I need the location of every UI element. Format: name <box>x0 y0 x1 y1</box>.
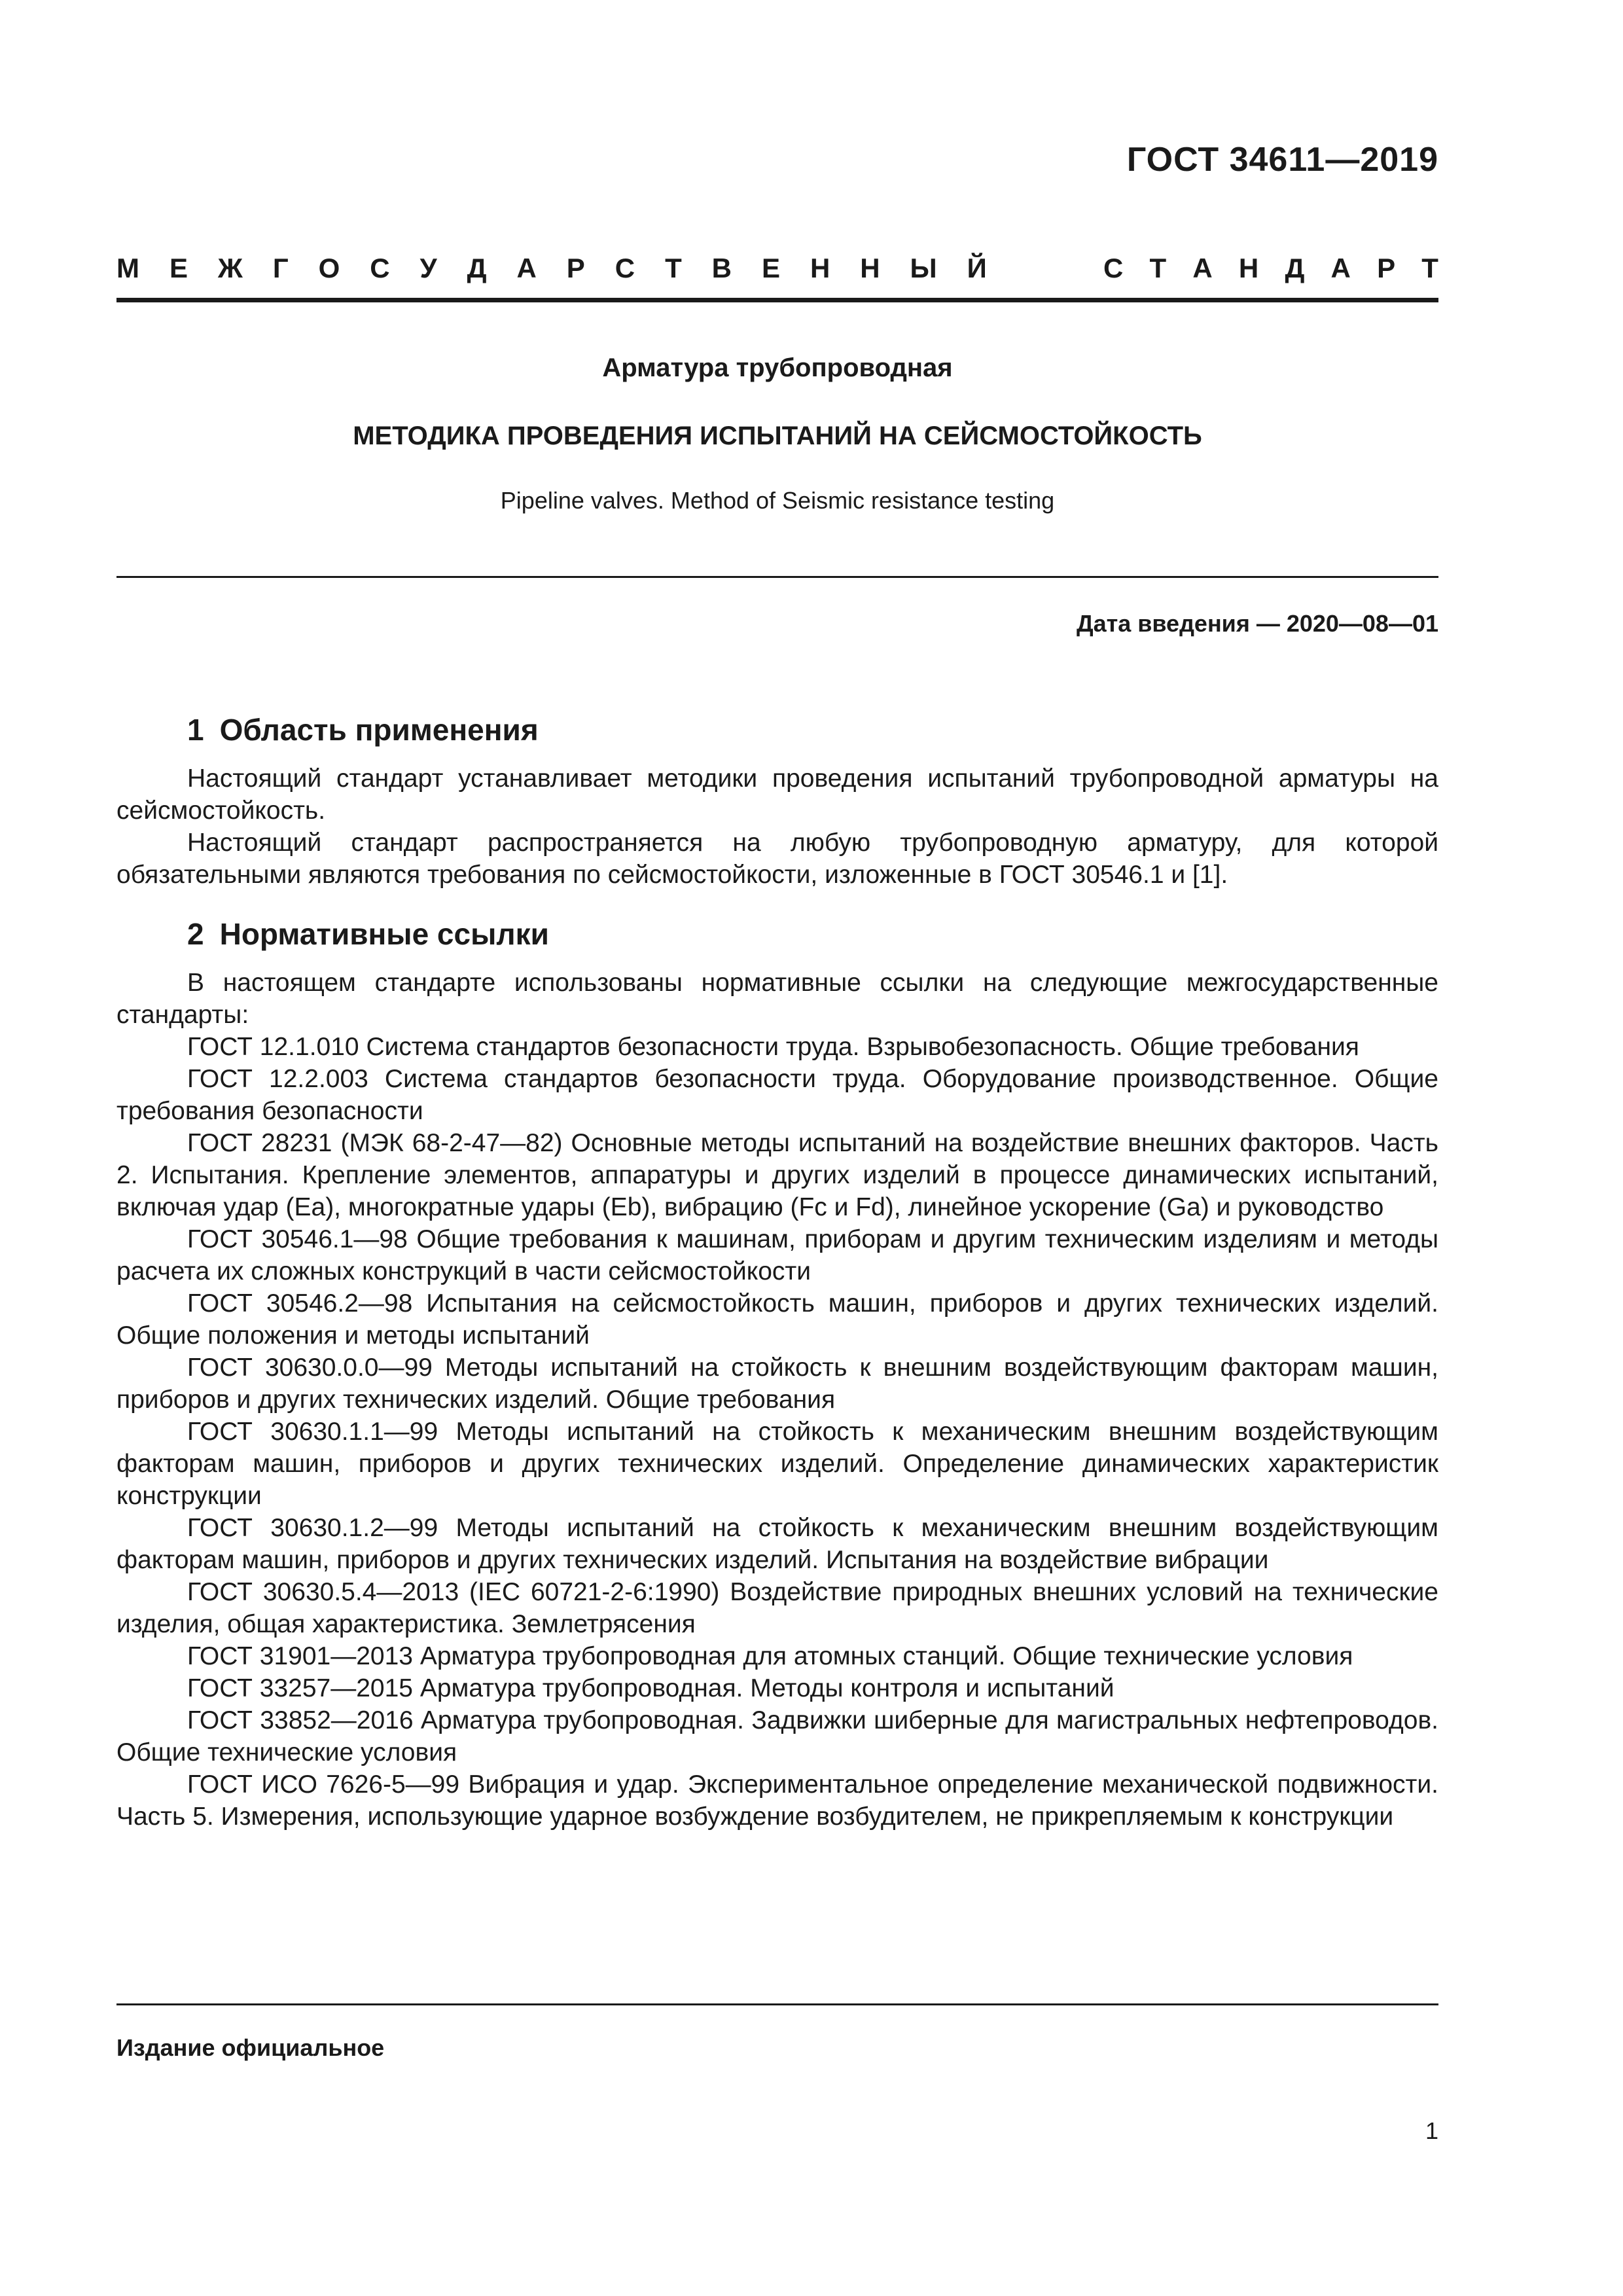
reference-item: ГОСТ 30630.1.1—99 Методы испытаний на стойкость к механическим внешним воздействующим факторам машин, приборов и других технических изделий. Определение динамических характеристик конструкции <box>116 1418 1438 1510</box>
banner-letter: Ж <box>217 253 243 283</box>
paragraph: В настоящем стандарте использованы нормативные ссылки на следующие межгосударственные стандарты: <box>116 969 1438 1029</box>
official-edition-label: Издание официальное <box>116 2034 385 2061</box>
title-divider <box>116 576 1438 578</box>
paragraph: Настоящий стандарт устанавливает методики проведения испытаний трубопроводной арматуры на сейсмостойкость. <box>116 764 1438 825</box>
footer-divider <box>116 2003 1438 2005</box>
title-subject: Арматура трубопроводная <box>602 353 953 382</box>
paragraph: Настоящий стандарт распространяется на любую трубопроводную арматуру, для которой обязательными являются требования по сейсмостойкости, изложенные в ГОСТ 30546.1 и [1]. <box>116 829 1438 889</box>
banner-letter: С <box>1103 253 1124 283</box>
banner-letter: Ы <box>910 253 937 283</box>
reference-item: ГОСТ 30546.1—98 Общие требования к машинам, приборам и другим техническим изделиям и методы расчета их сложных конструкций в части сейсмостойкости <box>116 1225 1438 1285</box>
reference-item: ГОСТ 28231 (МЭК 68-2-47—82) Основные методы испытаний на воздействие внешних факторов. Часть 2. Испытания. Крепление элементов, аппаратуры и других изделий в процессе динамических испытаний, включая удар (Еа), многократные удары (Eb), вибрацию (Fc и Fd), линейное ускорение (Ga) и руководство <box>116 1129 1438 1221</box>
banner-letter: А <box>1330 253 1351 283</box>
banner-letter: В <box>711 253 732 283</box>
banner-word-interstate <box>116 253 987 284</box>
banner-letter: Д <box>467 253 487 283</box>
gost-number: ГОСТ 34611—2019 <box>1126 141 1438 179</box>
banner-letter: М <box>116 253 139 283</box>
banner-letter: Г <box>272 253 289 283</box>
banner-letter: Н <box>1238 253 1259 283</box>
banner-letter: Т <box>665 253 682 283</box>
section-title: Нормативные ссылки <box>219 917 549 951</box>
section-number: 2 <box>187 917 204 951</box>
reference-item: ГОСТ 30630.1.2—99 Методы испытаний на стойкость к механическим внешним воздействующим факторам машин, приборов и других технических изделий. Испытания на воздействие вибрации <box>116 1514 1438 1574</box>
standard-banner <box>116 245 1438 291</box>
section-heading-scope <box>116 710 1438 762</box>
document-body <box>116 710 1438 1833</box>
page-number: 1 <box>1425 2117 1438 2144</box>
banner-letter: Е <box>761 253 780 283</box>
reference-item: ГОСТ 30546.2—98 Испытания на сейсмостойкость машин, приборов и других технических изделий. Общие положения и методы испытаний <box>116 1289 1438 1350</box>
section-title: Область применения <box>219 713 539 747</box>
banner-letter: О <box>318 253 340 283</box>
banner-letter: Т <box>1421 253 1438 283</box>
reference-item: ГОСТ 30630.0.0—99 Методы испытаний на стойкость к внешним воздействующим факторам машин, приборов и других технических изделий. Общие требования <box>116 1354 1438 1414</box>
reference-item: ГОСТ ИСО 7626-5—99 Вибрация и удар. Экспериментальное определение механической подвижности. Часть 5. Измерения, использующие ударное возбуждение возбудителем, не прикрепляемым к конструкции <box>116 1770 1438 1831</box>
banner-letter: А <box>516 253 537 283</box>
banner-letter: Е <box>169 253 188 283</box>
banner-letter: Р <box>1377 253 1396 283</box>
reference-item: ГОСТ 33852—2016 Арматура трубопроводная. Задвижки шиберные для магистральных нефтепроводов. Общие технические условия <box>116 1706 1438 1767</box>
reference-item: ГОСТ 31901—2013 Арматура трубопроводная для атомных станций. Общие технические условия <box>187 1642 1353 1670</box>
title-english: Pipeline valves. Method of Seismic resistance testing <box>500 487 1055 514</box>
section-number: 1 <box>187 713 204 747</box>
banner-letter: С <box>615 253 635 283</box>
introduction-date: Дата введения — 2020—08—01 <box>1076 610 1438 637</box>
reference-item: ГОСТ 33257—2015 Арматура трубопроводная. Методы контроля и испытаний <box>187 1674 1115 1702</box>
banner-letter: Т <box>1149 253 1167 283</box>
section-heading-references <box>116 914 1438 967</box>
reference-item: ГОСТ 30630.5.4—2013 (IEC 60721-2-6:1990) Воздействие природных внешних условий на технические изделия, общая характеристика. Землетрясения <box>116 1578 1438 1638</box>
reference-item: ГОСТ 12.2.003 Система стандартов безопасности труда. Оборудование производственное. Общие требования безопасности <box>116 1065 1438 1125</box>
banner-letter: Н <box>860 253 880 283</box>
banner-letter: Й <box>967 253 987 283</box>
reference-item: ГОСТ 12.1.010 Система стандартов безопасности труда. Взрывобезопасность. Общие требования <box>187 1033 1359 1061</box>
title-main: МЕТОДИКА ПРОВЕДЕНИЯ ИСПЫТАНИЙ НА СЕЙСМОСТОЙКОСТЬ <box>353 422 1202 450</box>
header-divider <box>116 298 1438 302</box>
banner-letter: С <box>370 253 390 283</box>
banner-letter: Р <box>566 253 585 283</box>
banner-letter: А <box>1192 253 1213 283</box>
banner-letter: У <box>419 253 437 283</box>
banner-letter: Н <box>810 253 830 283</box>
banner-letter: Д <box>1285 253 1305 283</box>
banner-word-standard <box>1103 253 1438 284</box>
